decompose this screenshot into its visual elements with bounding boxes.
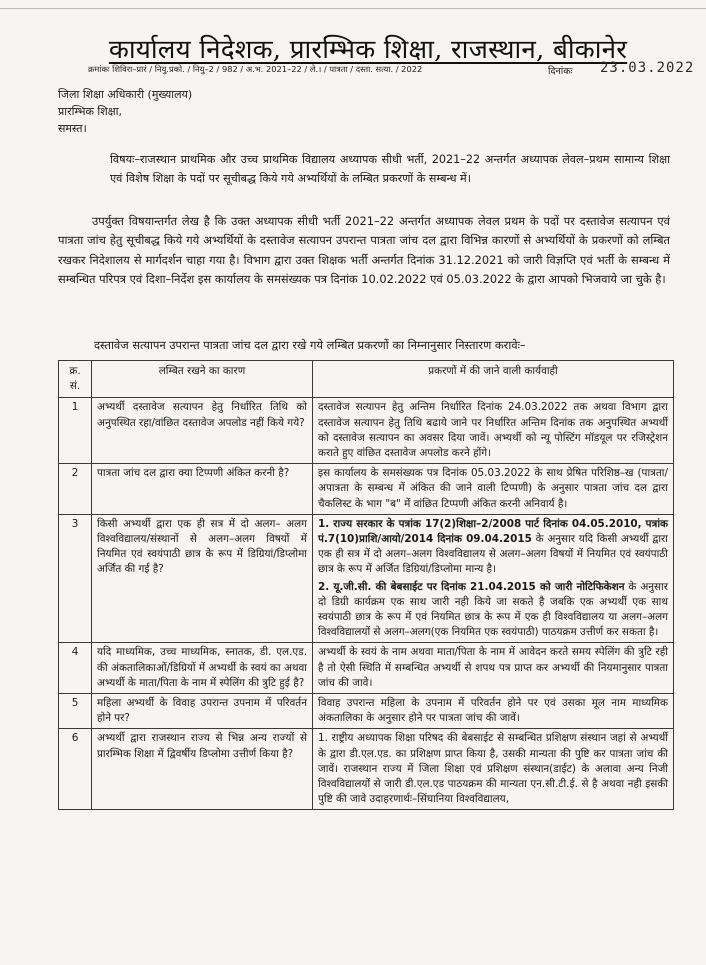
table-row (59, 514, 674, 643)
row-serial: 2 (59, 464, 92, 515)
table-header-row (59, 361, 674, 398)
row-action (313, 514, 674, 643)
row-serial: 1 (59, 398, 92, 464)
office-title: कार्यालय निदेशक, प्रारम्भिक शिक्षा, राजस्थान, बीकानेर (108, 35, 628, 65)
addressee-block (58, 86, 192, 137)
row-serial: 4 (59, 643, 92, 694)
top-divider (0, 8, 706, 9)
row-action: अभ्यर्थी के स्वयं के नाम अथवा माता/पिता के नाम में आवेदन करते समय स्पेलिंग की त्रुटि रही है तो ऐसी स्थिति में सम्बन्धित अभ्यर्थी से शपथ पत्र प्राप्त कर अभ्यर्थी की नियमानुसार पात्रता जांच की जावे। (313, 643, 674, 694)
row-reason: किसी अभ्यर्थी द्वारा एक ही सत्र में दो अलग– अलग विश्वविद्यालय/संस्थानों से अलग–अलग विषयों में नियमित एवं स्वयंपाठी छात्र के रूप में डिग्रियां/डिप्लोमा अर्जित की गई है? (92, 514, 313, 643)
body-paragraph: उपर्युक्त विषयान्तर्गत लेख है कि उक्त अध्यापक सीधी भर्ती 2021–22 अन्तर्गत अध्यापक लेवल प्रथम के पदों पर दस्तावेज सत्यापन एवं पात्रता जांच हेतु सूचीबद्ध किये गये अभ्यर्थियों के दस्तावेज सत्यापन उपरान्त पात्रता जांच दल द्वारा विभिन्न कारणों से अभ्यर्थियों के प्रकरणों को लम्बित रखकर निदेशालय से मार्गदर्शन चाहा गया है। विभाग द्वारा उक्त शिक्षक भर्ती अन्तर्गत दिनांक 31.12.2021 को जारी विज्ञप्ति एवं भर्ती के सम्बन्ध में सम्बन्धित परिपत्र एवं दिशा–निर्देश इस कार्यालय के समसंख्यक पत्र दिनांक 10.02.2022 एवं 05.03.2022 के द्वारा आपको भिजवाये जा चुके है। (58, 214, 670, 286)
table-row (59, 398, 674, 464)
action-point-2 (318, 580, 668, 641)
row-serial: 3 (59, 514, 92, 643)
row-reason: अभ्यर्थी दस्तावेज सत्यापन हेतु निर्धारित तिथि को अनुपस्थित रहा/वांछित दस्तावेज अपलोड नहीं किये गये? (92, 398, 313, 464)
header-action: प्रकरणों में की जाने वाली कार्यवाही (313, 361, 674, 398)
subject-line: विषयः–राजस्थान प्राथमिक और उच्च प्राथमिक विद्यालय अध्यापक सीधी भर्ती, 2021–22 अन्तर्गत अध्यापक लेवल–प्रथम सामान्य शिक्षा एवं विशेष शिक्षा के पदों पर सूचीबद्ध किये गये अभ्यर्थियों के लम्बित प्रकरणों के सम्बन्ध में। (110, 153, 670, 185)
reference-line (88, 60, 695, 77)
table-row (59, 694, 674, 729)
addressee-line-3: समस्त। (58, 122, 87, 135)
date-label: दिनांकः (548, 66, 573, 77)
addressee-line-2: प्रारम्भिक शिक्षा, (58, 105, 122, 118)
row-reason: अभ्यर्थी द्वारा राजस्थान राज्य से भिन्न अन्य राज्यों से प्रारम्भिक शिक्षा में द्विवर्षीय डिप्लोमा उत्तीर्ण किया है? (92, 729, 313, 810)
pending-cases-table (58, 360, 674, 810)
action-point-2-heading: 2. यू.जी.सी. की बेबसाईट पर दिनांक 21.04.2015 को जारी नोटिफिकेशन (318, 580, 625, 593)
table-row (59, 729, 674, 810)
action-point-1-text: के अनुसार यदि किसी अभ्यर्थी द्वारा एक ही सत्र में दो अलग–अलग विश्वविद्यालय से अलग–अलग विषयों में नियमित एवं स्वयंपाठी छात्र के रूप में अर्जित डिग्रियां/डिप्लोमा मान्य है। (318, 533, 668, 576)
reference-number: क्रमांकः शिविरा–प्रारं / नियु.प्रको. / नियु–2 / 982 / अ.भ. 2021–22 / ले.। / पात्रता / दस्ता. सत्या. / 2022 (88, 64, 423, 74)
row-serial: 6 (59, 729, 92, 810)
row-serial: 5 (59, 694, 92, 729)
row-action: इस कार्यालय के समसंख्यक पत्र दिनांक 05.03.2022 के साथ प्रेषित परिशिष्ठ–ख (पात्रता/अपात्रता के सम्बन्ध में अंकित की जाने वाली टिप्पणी) के अनुसार पात्रता जांच दल द्वारा चैकलिस्ट के भाग "ब" में वांछित टिप्पणी अंकित करनी अनिवार्य है। (313, 464, 674, 515)
table-row (59, 643, 674, 694)
action-point-1-heading: 1. राज्य सरकार के पत्रांक 17(2)शिक्षा–2/2008 पार्ट दिनांक 04.05.2010, पत्रांक पं.7(10)प्राशि/आयो/2014 दिनांक 09.04.2015 (318, 517, 668, 546)
row-action: 1. राष्ट्रीय अध्यापक शिक्षा परिषद की बेबसाईट से सम्बन्धित प्रशिक्षण संस्थान जहां से अभ्यर्थी के द्वारा डी.एल.एड. का प्रशिक्षण प्राप्त किया है, उसकी मान्यता की पुष्टि कर पात्रता जांच की जावें। राजस्थान राज्य में जिला शिक्षा एवं प्रशिक्षण संस्थान(डाईट) के अलावा अन्य निजी विश्वविद्यालयों से जारी डी.एल.एड पाठयक्रम की मान्यता एन.सी.टी.ई. से है अथवा नही इसकी पुष्टि की जावे उदाहरणार्थः–सिंघानिया विश्वविद्यालय, (313, 729, 674, 810)
row-reason: यदि माध्यमिक, उच्च माध्यमिक, स्नातक, डी. एल.एड. की अंकतालिकाओं/डिग्रियों में अभ्यर्थी के स्वयं का अथवा अभ्यर्थी के माता/पिता के नाम में स्पेलिंग की त्रुटि हुई है? (92, 643, 313, 694)
date-value: 23.03.2022 (600, 60, 695, 76)
row-reason: महिला अभ्यर्थी के विवाह उपरान्त उपनाम में परिवर्तन होने पर? (92, 694, 313, 729)
addressee-line-1: जिला शिक्षा अधिकारी (मुख्यालय) (58, 88, 193, 101)
row-action: विवाह उपरान्त महिला के उपनाम में परिवर्तन होने पर एवं उसका मूल नाम माध्यमिक अंकतालिका के अनुसार होने पर पात्रता जांच की जावें। (313, 694, 674, 729)
action-point-2-text: के अनुसार दो डिग्री कार्यक्रम एक साथ जारी नही किये जा सकते है जबकि एक अभ्यर्थी एक साथ स्वयंपाठी छात्र के रूप में एवं नियमित छात्र के रूप में एक ही विश्वविद्यालय या अलग–अलग विश्वविद्यालयों से अलग–अलग(एक नियमित एक स्वयंपाठी) पाठयक्रम उत्तीर्ण कर सकता है। (318, 580, 668, 639)
table-intro: दस्तावेज सत्यापन उपरान्त पात्रता जांच दल द्वारा रखे गये लम्बित प्रकरणों का निम्नानुसार निस्तारण करावेः– (94, 338, 526, 352)
header-serial: क्र. सं. (59, 361, 92, 398)
row-action: दस्तावेज सत्यापन हेतु अन्तिम निर्धारित दिनांक 24.03.2022 तक अथवा विभाग द्वारा दस्तावेज सत्यापन हेतु तिथि बढाये जाने पर निर्धारित अन्तिम दिनांक तक अनुपस्थित अभ्यर्थी को दस्तावेज सत्यापन का अवसर दिया जावें। अभ्यर्थी को न्यू पोस्टिंग मॉडयूल पर रजिस्ट्रेशन कराते हुए वांछित दस्तावेज अपलोड करने होंगे। (313, 398, 674, 464)
table-row (59, 464, 674, 515)
header-reason: लम्बित रखने का कारण (92, 361, 313, 398)
row-reason: पात्रता जांच दल द्वारा क्या टिप्पणी अंकित करनी है? (92, 464, 313, 515)
